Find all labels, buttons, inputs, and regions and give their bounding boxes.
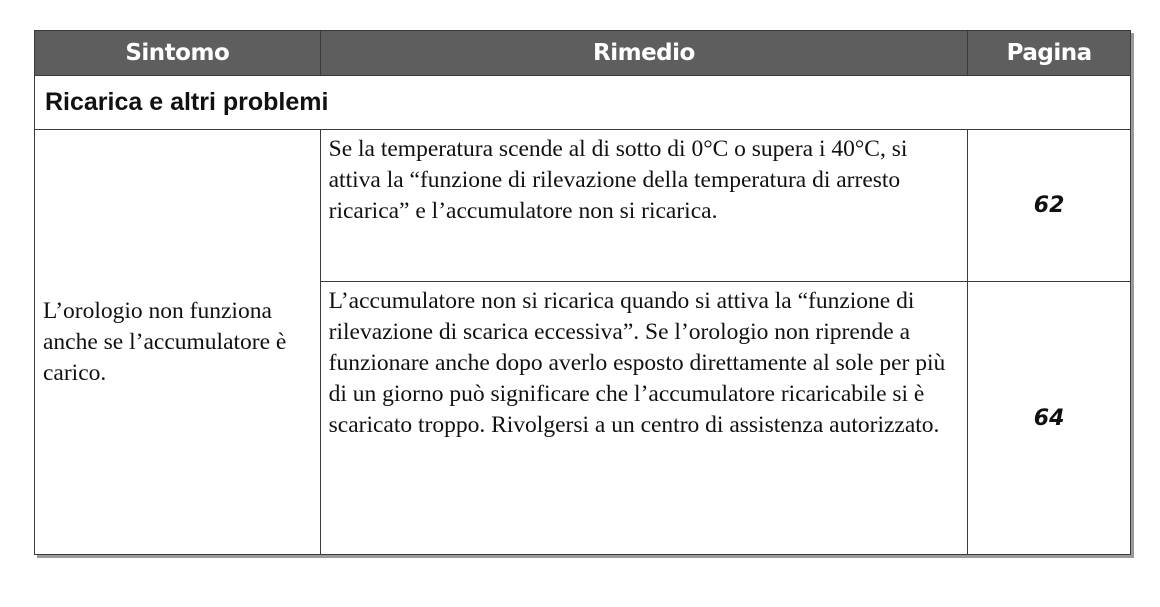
header-page: Pagina [968, 31, 1131, 76]
page-reference: 62 [968, 130, 1131, 282]
remedy-cell: Se la temperatura scende al di sotto di 0°C o supera i 40°C, si attiva la “funzione di rilevazione della temperatura di arresto ricarica” e l’accumulatore non si ricarica. [320, 130, 968, 282]
section-row [35, 76, 1131, 130]
remedy-cell: L’accumulatore non si ricarica quando si attiva la “funzione di rilevazione di scarica eccessiva”. Se l’orologio non riprende a funzionare anche dopo averlo esposto direttamente al sole per più di un giorno può significare che l’accumulatore ricaricabile si è scaricato troppo. Rivolgersi a un centro di assistenza autorizzato. [320, 282, 968, 555]
section-title: Ricarica e altri problemi [35, 76, 1131, 130]
symptom-cell: L’orologio non funziona anche se l’accumulatore è carico. [35, 130, 321, 555]
page-reference: 64 [968, 282, 1131, 555]
header-remedy: Rimedio [320, 31, 968, 76]
table-row [35, 130, 1131, 282]
troubleshooting-table [34, 30, 1131, 555]
table-header-row [35, 31, 1131, 76]
header-symptom: Sintomo [35, 31, 321, 76]
